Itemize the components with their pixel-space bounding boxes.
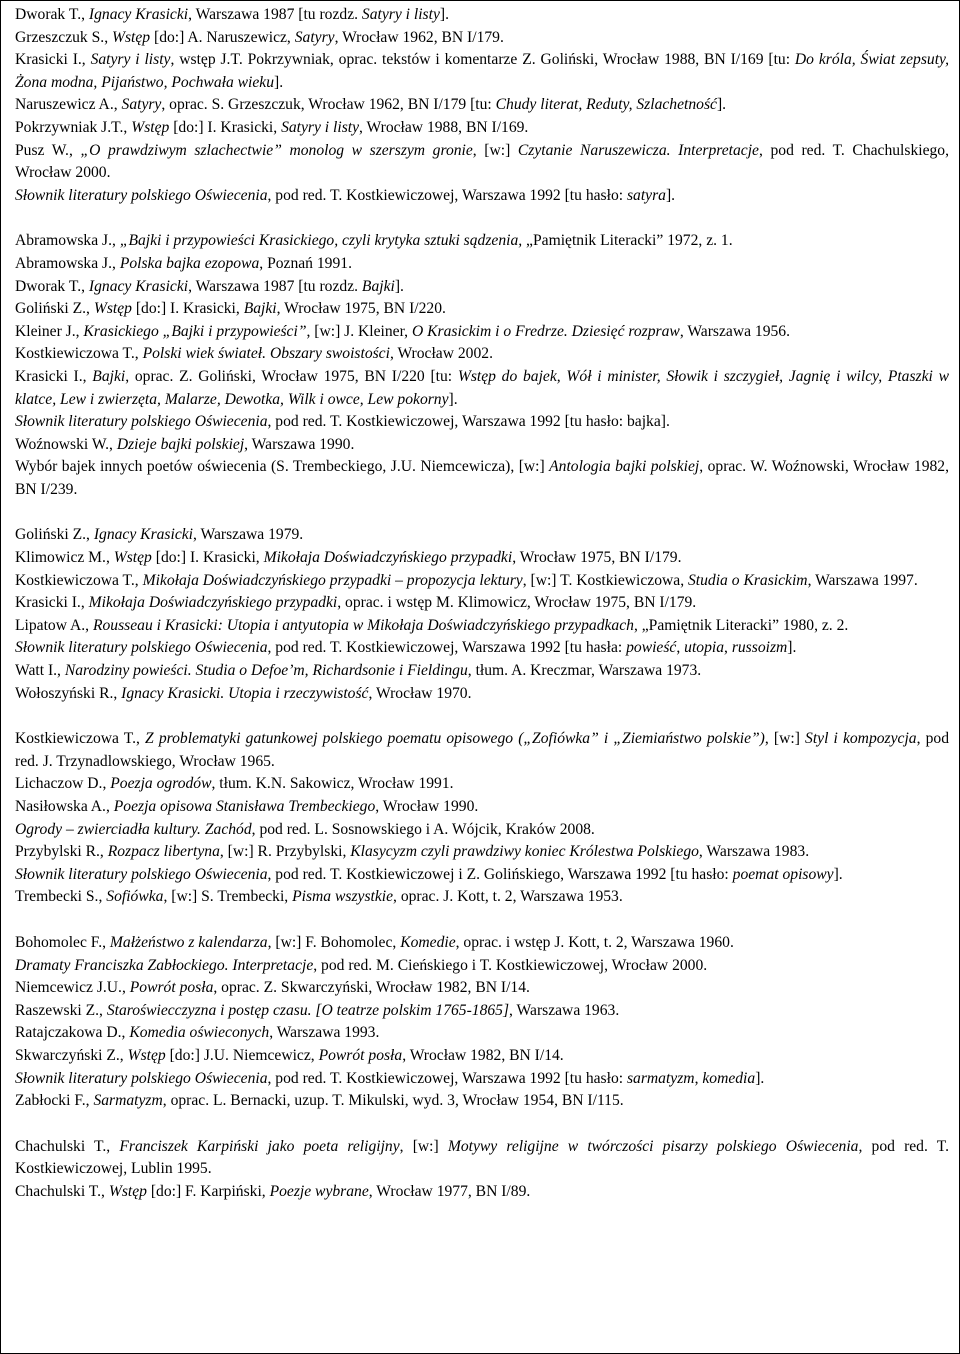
entry-text: , Warszawa 1956. <box>679 322 790 340</box>
bibliography-section <box>15 524 949 705</box>
entry-title-italic: Klasycyzm czyli prawdziwy koniec Królestwa Polskiego <box>350 843 699 861</box>
bibliography-entry <box>15 411 949 434</box>
entry-title-italic: Ignacy Krasicki <box>93 526 194 544</box>
entry-title-italic: Słownik literatury polskiego Oświecenia <box>15 186 268 204</box>
entry-title-italic: Rozpacz libertyna <box>107 843 220 861</box>
entry-text: , „Pamiętnik Literacki” 1980, z. 2. <box>633 616 849 634</box>
entry-title-italic: Wstęp <box>113 549 152 567</box>
bibliography-entry <box>15 253 949 276</box>
entry-text: , [w:] <box>399 1137 448 1155</box>
entry-text: , <box>694 1069 703 1087</box>
entry-text: , Wrocław 1962, BN I/179. <box>334 28 504 46</box>
entry-title-italic: Pisma wszystkie <box>292 888 394 906</box>
bibliography-entry <box>15 4 949 27</box>
entry-text: Zabłocki F., <box>15 1092 94 1110</box>
entry-text: , pod red. T. Kostkiewiczowej, Warszawa 1992 [tu hasło: <box>267 1069 627 1087</box>
entry-text: , [w:] <box>472 141 518 159</box>
entry-text: , oprac. i wstęp M. Klimowicz, Wrocław 1975, BN I/179. <box>337 594 697 612</box>
entry-text: , pod red. T. Kostkiewiczowej, Warszawa 1992 [tu hasła: <box>267 639 627 657</box>
entry-text: , <box>724 639 732 657</box>
entry-title-italic: „O prawdziwym szlachectwie” monolog w szerszym gronie <box>80 141 473 159</box>
entry-text: Raszewski Z., <box>15 1001 107 1019</box>
entry-text: ]. <box>394 277 404 295</box>
entry-text: , pod red. M. Cieńskiego i T. Kostkiewiczowej, Wrocław 2000. <box>313 956 708 974</box>
entry-title-italic: Rousseau i Krasicki: Utopia i antyutopia w Mikołaja Doświadczyńskiego przypadkach <box>92 616 634 634</box>
entry-title-italic: Satyry <box>121 96 162 114</box>
bibliography-entry <box>15 94 949 117</box>
entry-title-italic: Mikołaja Doświadczyńskiego przypadki – propozycja lektury <box>142 571 523 589</box>
entry-text: Watt I., <box>15 662 65 680</box>
entry-text: , Poznań 1991. <box>259 254 352 272</box>
entry-title-italic: Krasickiego „Bajki i przypowieści” <box>83 322 307 340</box>
bibliography-entry <box>15 886 949 909</box>
entry-title-italic: Powrót posła <box>129 979 214 997</box>
entry-title-italic: Wstęp <box>93 300 132 318</box>
entry-title-italic: Ignacy Krasicki. Utopia i rzeczywistość <box>121 684 369 702</box>
entry-text: Lichaczow D., <box>15 775 111 793</box>
entry-text: Niemcewicz J.U., <box>15 979 130 997</box>
entry-text: Kleiner J., <box>15 322 84 340</box>
entry-title-italic: Do króla, Świat zepsuty, Żona modna, Pijaństwo, Pochwała wieku <box>15 51 949 91</box>
bibliography-entry <box>15 977 949 1000</box>
entry-text: Pokrzywniak J.T., <box>15 118 132 136</box>
bibliography-entry <box>15 683 949 706</box>
entry-text: [do:] A. Naruszewicz, <box>150 28 295 46</box>
entry-text: Abramowska J., <box>15 254 120 272</box>
entry-text: ]. <box>274 73 284 91</box>
entry-text: Chachulski T., <box>15 1182 109 1200</box>
entry-title-italic: Wstęp <box>112 28 151 46</box>
entry-text: [do:] I. Krasicki, <box>131 300 244 318</box>
entry-text: , oprac. W. Woźnowski, Wrocław 1982, BN I/239. <box>15 458 949 498</box>
bibliography-entry <box>15 570 949 593</box>
entry-text: , Wrocław 1982, BN I/14. <box>402 1046 564 1064</box>
bibliography-section <box>15 230 949 501</box>
entry-title-italic: Polska bajka ezopowa <box>119 254 260 272</box>
entry-text: Klimowicz M., <box>15 549 114 567</box>
entry-title-italic: Ignacy Krasicki <box>88 277 189 295</box>
entry-title-italic: russoizm <box>731 639 788 657</box>
entry-text: Naruszewicz A., <box>15 96 122 114</box>
bibliography-entry <box>15 796 949 819</box>
bibliography-entry <box>15 117 949 140</box>
bibliography-entry <box>15 366 949 411</box>
entry-title-italic: Satyry <box>294 28 335 46</box>
entry-text: Dworak T., <box>15 277 89 295</box>
entry-text: Grzeszczuk S., <box>15 28 112 46</box>
entry-text: [do:] J.U. Niemcewicz, <box>165 1046 319 1064</box>
entry-text: Goliński Z., <box>15 526 94 544</box>
entry-title-italic: sarmatyzm <box>626 1069 695 1087</box>
bibliography <box>15 4 949 1204</box>
entry-text: , [w:] F. Bohomolec, <box>267 933 401 951</box>
bibliography-section <box>15 1136 949 1204</box>
entry-text: ]. <box>716 96 727 114</box>
entry-text: , oprac. S. Grzeszczuk, Wrocław 1962, BN I/179 [tu: <box>161 96 496 114</box>
bibliography-entry <box>15 955 949 978</box>
entry-title-italic: Poezje wybrane <box>269 1182 369 1200</box>
entry-title-italic: Studia o Krasickim <box>688 571 808 589</box>
entry-title-italic: Satyry i listy <box>361 6 440 23</box>
entry-title-italic: poemat opisowy <box>732 865 834 883</box>
entry-text: Kostkiewiczowa T., <box>15 571 143 589</box>
entry-title-italic: Poezja opisowa Stanisława Trembeckiego <box>113 798 376 815</box>
entry-text: , Warszawa 1997. <box>807 571 918 589</box>
entry-title-italic: Mikołaja Doświadczyńskiego przypadki <box>263 549 513 567</box>
entry-text: , [w:] T. Kostkiewiczowa, <box>522 571 688 589</box>
bibliography-entry <box>15 728 949 773</box>
bibliography-entry <box>15 27 949 50</box>
bibliography-entry <box>15 592 949 615</box>
entry-text: , Wrocław 1970. <box>368 684 472 702</box>
entry-title-italic: Czytanie Naruszewicza. Interpretacje <box>517 141 759 159</box>
entry-text: , Wrocław 1990. <box>375 798 479 815</box>
entry-text: „Pamiętnik Literacki” 1972, z. 1. <box>522 232 733 250</box>
entry-title-italic: Poezja ogrodów <box>110 775 212 793</box>
entry-text: Lipatow A., <box>15 616 93 634</box>
entry-title-italic: Z problematyki gatunkowej polskiego poematu opisowego („Zofiówka” i „Ziemiaństwo polskie”) <box>145 730 765 748</box>
entry-text: , Warszawa 1987 [tu rozdz. <box>188 6 362 23</box>
bibliography-entry <box>15 637 949 660</box>
bibliography-entry <box>15 185 949 208</box>
bibliography-entry <box>15 1068 949 1091</box>
entry-text: Krasicki I., <box>15 51 91 69</box>
entry-text: ]. <box>448 390 458 408</box>
entry-text: Woźnowski W., <box>15 435 117 453</box>
entry-text: , Wrocław 1975, BN I/220. <box>276 300 446 318</box>
entry-title-italic: Satyry i listy <box>281 118 360 136</box>
entry-text: , pod red. L. Sosnowskiego i A. Wójcik, Kraków 2008. <box>251 820 595 838</box>
bibliography-entry <box>15 841 949 864</box>
bibliography-entry <box>15 1022 949 1045</box>
entry-title-italic: Słownik literatury polskiego Oświecenia <box>15 639 268 657</box>
entry-text: , Warszawa 1979. <box>193 526 304 544</box>
entry-text: , Wrocław 1975, BN I/179. <box>512 549 682 567</box>
entry-text: , pod red. T. Chachulskiego, Wrocław 2000. <box>15 141 949 182</box>
entry-text: , [w:] J. Kleiner, <box>306 322 412 340</box>
entry-text: Wołoszyński R., <box>15 684 122 702</box>
bibliography-entry <box>15 321 949 344</box>
entry-text: , oprac. Z. Skwarczyński, Wrocław 1982, BN I/14. <box>213 979 530 997</box>
entry-text: , Warszawa 1963. <box>509 1001 620 1019</box>
entry-title-italic: Mikołaja Doświadczyńskiego przypadki <box>88 594 338 612</box>
entry-text: , pod red. J. Trzynadlowskiego, Wrocław 1965. <box>15 730 949 770</box>
entry-title-italic: Powrót posła <box>318 1046 403 1064</box>
entry-text: [do:] I. Krasicki, <box>169 118 282 136</box>
entry-text: Abramowska J., <box>15 232 120 250</box>
entry-text: ]. <box>787 639 797 657</box>
entry-text: , oprac. J. Kott, t. 2, Warszawa 1953. <box>393 888 623 906</box>
entry-text: , tłum. K.N. Sakowicz, Wrocław 1991. <box>211 775 454 793</box>
entry-title-italic: Ignacy Krasicki <box>88 6 189 23</box>
bibliography-entry <box>15 864 949 887</box>
entry-text: , wstęp J.T. Pokrzywniak, oprac. tekstów i komentarze Z. Goliński, Wrocław 1988, BN I/169 [tu: <box>170 51 795 69</box>
entry-text: , [w:] S. Trembecki, <box>163 888 293 906</box>
entry-title-italic: Satyry i listy <box>90 51 171 69</box>
bibliography-entry <box>15 456 949 501</box>
entry-title-italic: Ogrody – zwierciadła kultury. Zachód <box>15 820 252 838</box>
entry-text: Przybylski R., <box>15 843 108 861</box>
bibliography-entry <box>15 615 949 638</box>
bibliography-entry <box>15 819 949 842</box>
entry-title-italic: Franciszek Karpiński jako poeta religijny <box>119 1137 400 1155</box>
bibliography-entry <box>15 230 949 253</box>
entry-text: , Wrocław 2002. <box>389 345 493 363</box>
bibliography-entry <box>15 547 949 570</box>
entry-title-italic: Staroświecczyzna i postęp czasu. [O teatrze polskim 1765-1865] <box>106 1001 510 1019</box>
entry-text: , pod red. T. Kostkiewiczowej, Warszawa 1992 [tu hasło: bajka]. <box>267 413 670 431</box>
entry-title-italic: satyra <box>626 186 666 204</box>
entry-title-italic: Bajki <box>361 277 395 295</box>
entry-title-italic: utopia <box>684 639 725 657</box>
entry-text: Wybór bajek innych poetów oświecenia (S. Trembeckiego, J.U. Niemcewicza), [w:] <box>15 458 550 476</box>
entry-text: , Warszawa 1993. <box>269 1024 380 1042</box>
entry-title-italic: Wstęp do bajek, Wół i minister, Słowik i szczygieł, Jagnię i wilcy, Ptaszki w klatce, Lew i zwierzęta, Malarze, Dewotka, Wilk i owce, Lew pokorny <box>15 367 950 408</box>
entry-title-italic: komedia <box>702 1069 756 1087</box>
entry-text: Kostkiewiczowa T., <box>15 345 143 363</box>
bibliography-entry <box>15 773 949 796</box>
bibliography-entry <box>15 1000 949 1023</box>
entry-title-italic: Polski wiek świateł. Obszary swoistości <box>142 345 390 363</box>
entry-title-italic: Komedia oświeconych <box>129 1024 270 1042</box>
entry-title-italic: Słownik literatury polskiego Oświecenia <box>15 865 268 883</box>
entry-title-italic: Komedie <box>400 933 456 951</box>
entry-title-italic: Motywy religijne w twórczości pisarzy polskiego Oświecenia, <box>447 1137 863 1155</box>
entry-text: [do:] I. Krasicki, <box>151 549 264 567</box>
entry-text: , Warszawa 1990. <box>244 435 355 453</box>
entry-text: Nasiłowska A., <box>15 798 114 815</box>
entry-title-italic: powieść <box>626 639 677 657</box>
entry-title-italic: Słownik literatury polskiego Oświecenia <box>15 1069 268 1087</box>
entry-title-italic: Bajki <box>92 367 126 385</box>
bibliography-section <box>15 4 949 207</box>
bibliography-entry <box>15 298 949 321</box>
bibliography-entry <box>15 1045 949 1068</box>
entry-text: Bohomolec F., <box>15 933 110 951</box>
entry-text: Pusz W., <box>15 141 81 159</box>
entry-text: ]. <box>833 865 843 883</box>
entry-text: , oprac. i wstęp J. Kott, t. 2, Warszawa 1960. <box>455 933 734 951</box>
bibliography-entry <box>15 1181 949 1204</box>
entry-title-italic: Sarmatyzm <box>93 1092 163 1110</box>
entry-text: ]. <box>665 186 676 204</box>
entry-title-italic: Wstęp <box>127 1046 166 1064</box>
entry-text: , Wrocław 1977, BN I/89. <box>368 1182 531 1200</box>
entry-text: Kostkiewiczowa T., <box>15 730 146 748</box>
entry-text: Ratajczakowa D., <box>15 1024 130 1042</box>
entry-text: ]. <box>439 6 449 23</box>
bibliography-entry <box>15 49 949 94</box>
entry-text: pod red. T. Kostkiewiczowej, Lublin 1995. <box>15 1137 950 1178</box>
entry-text: ]. <box>755 1069 765 1087</box>
entry-title-italic: Sofiówka <box>106 888 164 906</box>
entry-title-italic: Dzieje bajki polskiej <box>116 435 245 453</box>
entry-text: Krasicki I., <box>15 594 89 612</box>
entry-text: Krasicki I., <box>15 367 93 385</box>
entry-text: Dworak T., <box>15 6 89 23</box>
bibliography-entry <box>15 524 949 547</box>
entry-title-italic: Bajki <box>243 300 277 318</box>
entry-title-italic: Wstęp <box>131 118 170 136</box>
entry-title-italic: Dramaty Franciszka Zabłockiego. Interpretacje <box>15 956 314 974</box>
bibliography-section <box>15 728 949 909</box>
entry-text: , Warszawa 1983. <box>698 843 810 861</box>
entry-title-italic: Narodziny powieści. Studia o Defoe’m, Richardsonie i Fieldingu <box>64 662 468 680</box>
entry-title-italic: Wstęp <box>108 1182 147 1200</box>
entry-title-italic: Chudy literat, Reduty, Szlachetność <box>495 96 717 114</box>
entry-text: , tłum. A. Kreczmar, Warszawa 1973. <box>467 662 702 680</box>
bibliography-entry <box>15 343 949 366</box>
entry-text: Skwarczyński Z., <box>15 1046 128 1064</box>
entry-text: , pod red. T. Kostkiewiczowej, Warszawa 1992 [tu hasło: <box>267 186 627 204</box>
entry-text: Chachulski T., <box>15 1137 120 1155</box>
bibliography-entry <box>15 1090 949 1113</box>
bibliography-entry <box>15 276 949 299</box>
entry-text: , pod red. T. Kostkiewiczowej i Z. Golińskiego, Warszawa 1992 [tu hasło: <box>267 865 733 883</box>
entry-title-italic: Antologia bajki polskiej <box>549 458 700 476</box>
bibliography-section <box>15 932 949 1113</box>
entry-text: [do:] F. Karpiński, <box>146 1182 270 1200</box>
entry-text: Trembecki S., <box>15 888 107 906</box>
entry-title-italic: Małżeństwo z kalendarza <box>109 933 268 951</box>
bibliography-entry <box>15 434 949 457</box>
entry-text: , [w:] <box>764 730 806 748</box>
entry-text: Goliński Z., <box>15 300 94 318</box>
entry-title-italic: O Krasickim i o Fredrze. Dziesięć rozpraw <box>411 322 680 340</box>
entry-text: , Warszawa 1987 [tu rozdz. <box>188 277 362 295</box>
bibliography-entry <box>15 660 949 683</box>
entry-text: , <box>676 639 685 657</box>
bibliography-entry <box>15 140 949 185</box>
entry-title-italic: Styl i kompozycja <box>805 730 917 748</box>
entry-text: , oprac. Z. Goliński, Wrocław 1975, BN I/220 [tu: <box>125 367 458 385</box>
entry-text: , oprac. L. Bernacki, uzup. T. Mikulski, wyd. 3, Wrocław 1954, BN I/115. <box>162 1092 624 1110</box>
entry-text: , Wrocław 1988, BN I/169. <box>359 118 529 136</box>
bibliography-entry <box>15 1136 949 1181</box>
entry-title-italic: Słownik literatury polskiego Oświecenia <box>15 413 268 431</box>
entry-title-italic: „Bajki i przypowieści Krasickiego, czyli krytyka sztuki sądzenia, <box>119 232 523 250</box>
entry-text: , [w:] R. Przybylski, <box>219 843 351 861</box>
bibliography-entry <box>15 932 949 955</box>
